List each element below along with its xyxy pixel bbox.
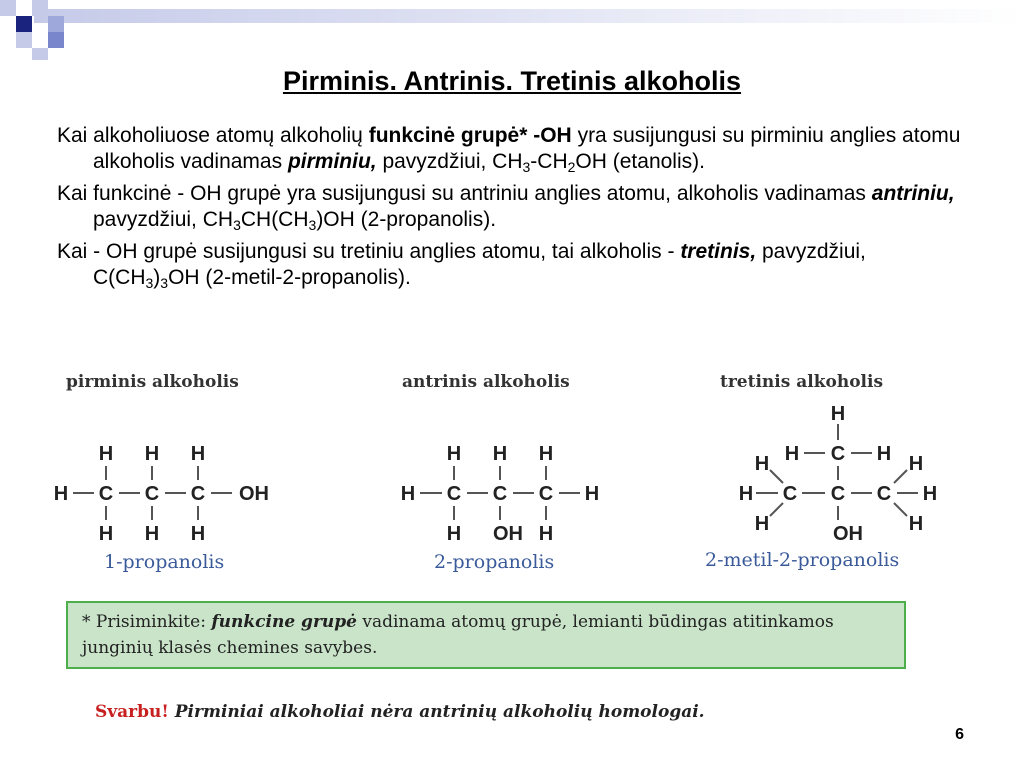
subscript: 3 [308, 217, 317, 233]
atom-h: H [190, 523, 206, 545]
text: yra susijungusi su pirminiu anglies atomu alkoholis vadinamas [93, 124, 961, 173]
atom-h: H [53, 483, 69, 505]
atom-h: H [754, 453, 770, 475]
text: pavyzdžiui, CH [376, 150, 523, 173]
atom-h: H [538, 523, 554, 545]
term-tertiary: tretinis, [680, 240, 757, 263]
text: OH (2-metil-2-propanolis). [168, 266, 411, 289]
atom-h: H [446, 523, 462, 545]
note-term: funkcine grupė [211, 612, 357, 632]
subscript: 3 [233, 217, 241, 233]
text: ) [153, 266, 161, 289]
atom-h: H [754, 513, 770, 535]
text: pavyzdžiui, C(CH [93, 240, 866, 289]
atom-h: H [98, 523, 114, 545]
atom-h: H [584, 483, 600, 505]
page-number: 6 [955, 726, 964, 743]
atom-c: C [782, 483, 798, 505]
atom-oh: OH [239, 483, 269, 505]
heading-tertiary-alcohol: tretinis alkoholis [720, 372, 884, 392]
term-secondary: antriniu, [871, 182, 955, 205]
term-primary: pirminiu, [287, 150, 377, 173]
atom-h: H [784, 443, 800, 465]
atom-h: H [446, 443, 462, 465]
atom-h: H [538, 443, 554, 465]
heading-primary-alcohol: pirminis alkoholis [66, 372, 239, 392]
text: -CH [530, 150, 568, 173]
atom-h: H [144, 443, 160, 465]
atom-h: H [830, 403, 846, 425]
atom-h: H [144, 523, 160, 545]
text: CH(CH [240, 208, 309, 231]
important-label: Svarbu! [95, 702, 169, 722]
text: Kai funkcinė - OH grupė yra susijungusi su antriniu anglies atomu, alkoholis vadinamas [57, 182, 872, 205]
subscript: 3 [522, 159, 531, 175]
atom-h: H [190, 443, 206, 465]
subscript: 3 [160, 275, 169, 291]
atom-c: C [446, 483, 462, 505]
atom-h: H [876, 443, 892, 465]
note-text: vadinama atomų grupė, lemianti būdingas atitinkamos junginių klasės chemines savybes. [82, 612, 834, 658]
atom-c: C [830, 443, 846, 465]
atom-oh: OH [493, 523, 523, 545]
atom-c: C [876, 483, 892, 505]
atom-h: H [492, 443, 508, 465]
important-text: Pirminiai alkoholiai nėra antrinių alkoholių homologai. [168, 702, 705, 722]
atom-c: C [190, 483, 206, 505]
name-1-propanol: 1-propanolis [104, 551, 225, 573]
atom-oh: OH [833, 523, 863, 545]
text: )OH (2-propanolis). [316, 208, 497, 231]
structure-1-propanol [54, 443, 269, 545]
atom-h: H [738, 483, 754, 505]
text: OH (etanolis). [575, 150, 705, 173]
structure-2-methyl-2-propanol [739, 403, 937, 545]
note-star: * Prisiminkite: [82, 612, 212, 632]
subscript: 3 [145, 275, 154, 291]
note-box [66, 601, 906, 669]
name-2-propanol: 2-propanolis [434, 551, 555, 573]
slide-title: Pirminis. Antrinis. Tretinis alkoholis [282, 66, 742, 96]
atom-c: C [98, 483, 114, 505]
text: Kai alkoholiuose atomų alkoholių [57, 124, 369, 147]
atom-c: C [830, 483, 846, 505]
atom-h: H [400, 483, 416, 505]
atom-c: C [538, 483, 554, 505]
atom-h: H [908, 513, 924, 535]
atom-c: C [144, 483, 160, 505]
atom-h: H [908, 453, 924, 475]
structure-2-propanol [401, 443, 599, 545]
subscript: 2 [567, 159, 576, 175]
heading-secondary-alcohol: antrinis alkoholis [402, 372, 570, 392]
text: Kai - OH grupė susijungusi su tretiniu anglies atomu, tai alkoholis - [57, 240, 681, 263]
functional-group-term: funkcinė grupė* -OH [368, 124, 572, 147]
text: pavyzdžiui, CH [93, 208, 234, 231]
important-line [95, 702, 705, 722]
name-2-methyl-2-propanol: 2-metil-2-propanolis [705, 549, 900, 571]
atom-c: C [492, 483, 508, 505]
atom-h: H [922, 483, 938, 505]
atom-h: H [98, 443, 114, 465]
